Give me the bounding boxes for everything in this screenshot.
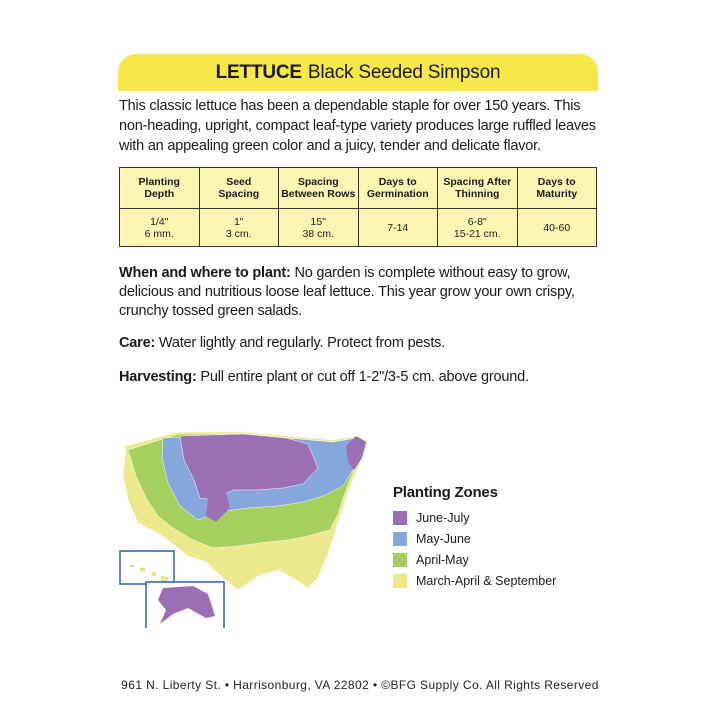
legend-swatch — [393, 553, 407, 567]
planting-depth-header: Planting Depth — [120, 168, 200, 209]
legend-item-march-april — [393, 570, 556, 591]
care-text: Water lightly and regularly. Protect from pests. — [155, 335, 446, 351]
legend-label: April-May — [416, 552, 469, 567]
thinning-header: Spacing After Thinning — [438, 168, 518, 209]
legend-swatch — [393, 532, 407, 546]
harvesting-text: Pull entire plant or cut off 1-2"/3-5 cm. above ground. — [196, 369, 529, 385]
germination-value: 7-14 — [358, 209, 438, 247]
planting-zone-map — [118, 428, 393, 628]
when-where-text: No garden is complete without easy to grow, delicious and nutritious loose leaf lettuce. This year grow your own crispy, crunchy tossed green salads. — [119, 265, 575, 319]
harvesting-section — [119, 368, 599, 387]
row-spacing-value: 15" 38 cm. — [279, 209, 359, 247]
seed-spacing-value: 1" 3 cm. — [199, 209, 279, 247]
legend-label: May-June — [416, 531, 471, 546]
legend-item-may-june — [393, 528, 556, 549]
specs-value-row — [120, 209, 597, 247]
crop-name: LETTUCE — [215, 61, 302, 83]
maturity-value: 40-60 — [517, 209, 597, 247]
legend-title: Planting Zones — [393, 484, 498, 501]
planting-depth-value: 1/4" 6 mm. — [120, 209, 200, 247]
care-heading: Care: — [119, 335, 156, 351]
us-zone-map-graphic — [118, 428, 393, 628]
legend-item-april-may — [393, 549, 556, 570]
legend-swatch — [393, 574, 407, 588]
germination-header: Days to Germination — [358, 168, 438, 209]
planting-zones-legend — [393, 484, 556, 591]
seed-spacing-header: Seed Spacing — [199, 168, 279, 209]
legend-label: March-April & September — [416, 573, 557, 588]
legend-label: June-July — [416, 510, 470, 525]
thinning-value: 6-8" 15-21 cm. — [438, 209, 518, 247]
specs-header-row — [120, 168, 597, 209]
legend-swatch — [393, 511, 407, 525]
legend-item-june-july — [393, 507, 556, 528]
footer-address: 961 N. Liberty St. • Harrisonburg, VA 22802 • ©BFG Supply Co. All Rights Reserved — [121, 678, 599, 692]
when-where-heading: When and where to plant: — [119, 265, 291, 281]
care-section — [119, 334, 599, 353]
title-banner — [118, 54, 598, 91]
row-spacing-header: Spacing Between Rows — [279, 168, 359, 209]
harvesting-heading: Harvesting: — [119, 369, 197, 385]
when-where-section — [119, 264, 599, 321]
variety-name: Black Seeded Simpson — [307, 61, 501, 83]
intro-paragraph: This classic lettuce has been a dependable staple for over 150 years. This non-heading, upright, compact leaf-type variety produces large ruffled leaves with an appealing green color and a juicy, tender and delicate flavor. — [119, 98, 596, 154]
specs-table — [119, 167, 597, 247]
maturity-header: Days to Maturity — [517, 168, 597, 209]
